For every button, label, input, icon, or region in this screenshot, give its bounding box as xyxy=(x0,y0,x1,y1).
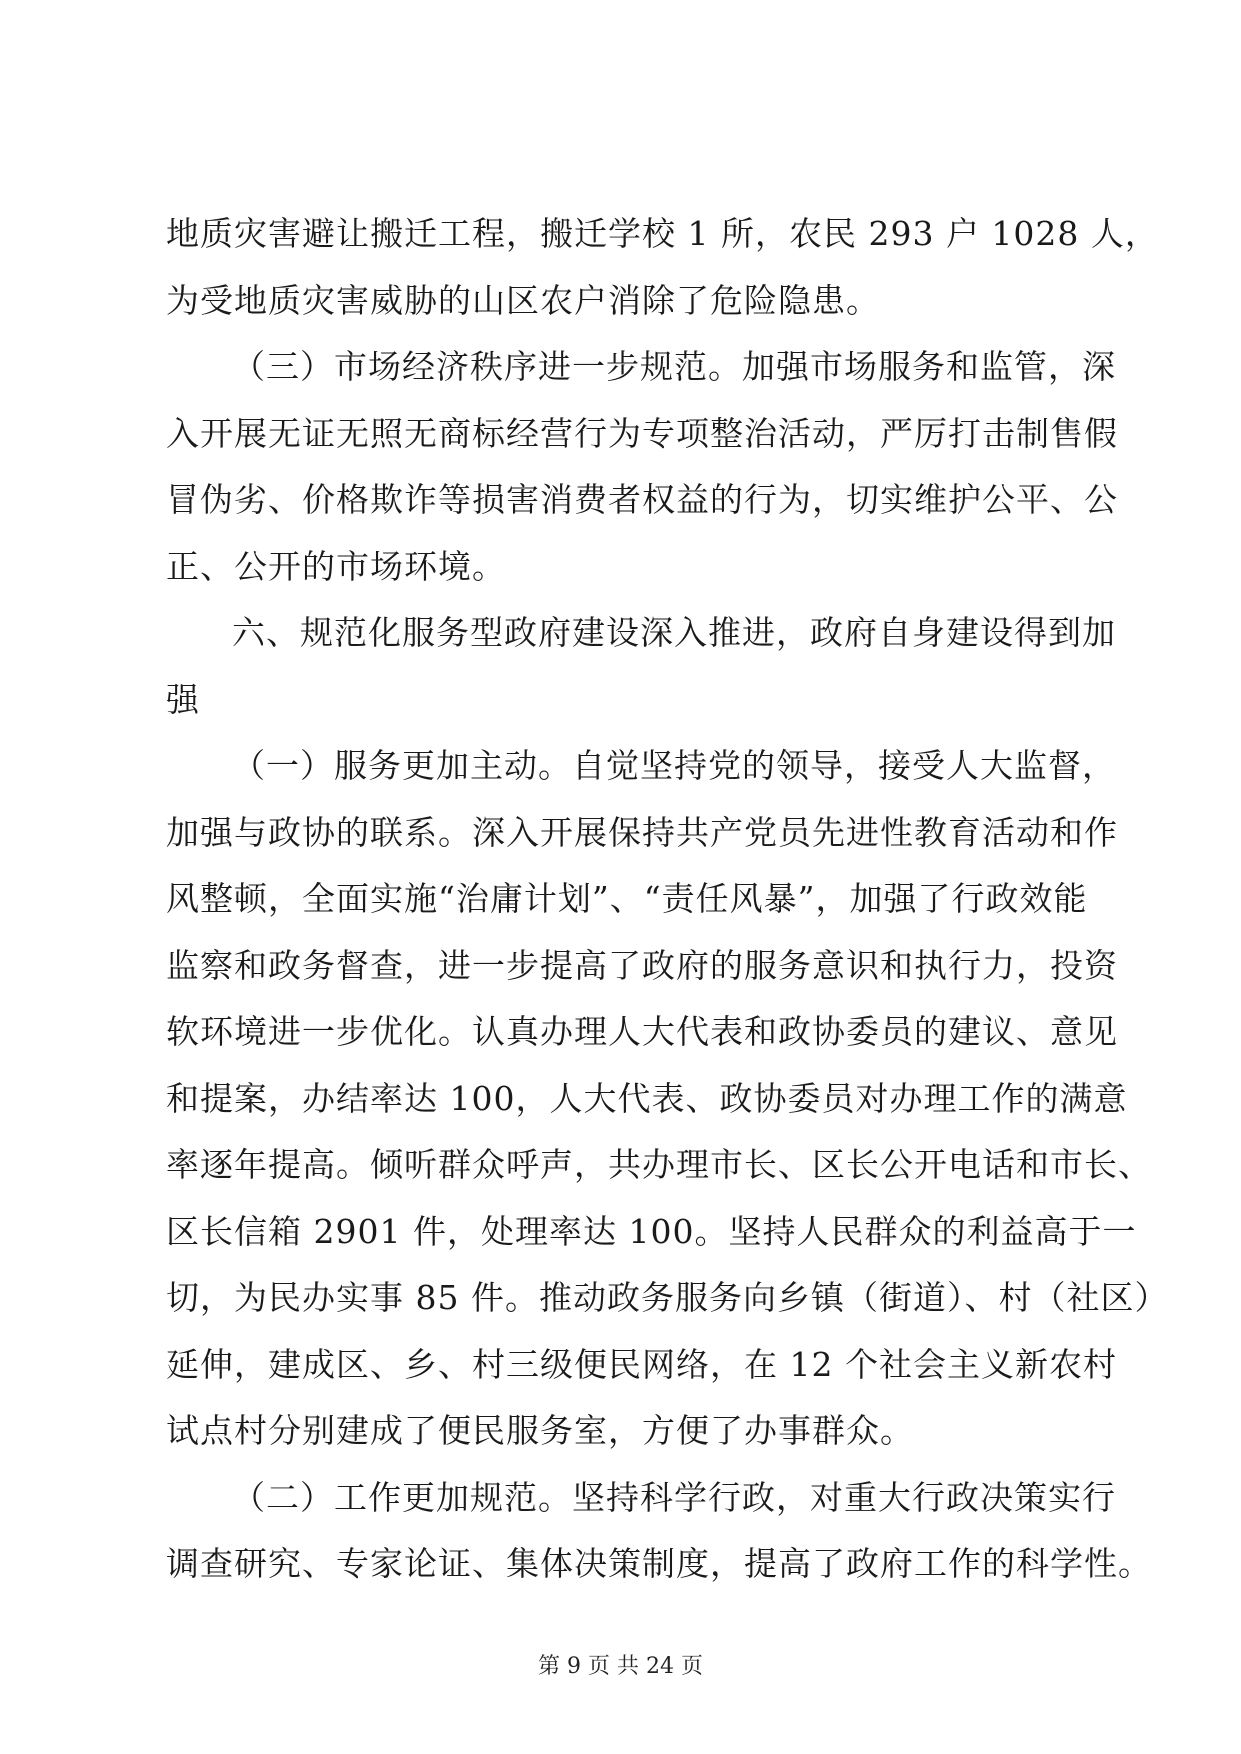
text-line: 延伸，建成区、乡、村三级便民网络，在 12 个社会主义新农村 xyxy=(166,1344,1117,1384)
text-line: 监察和政务督查，进一步提高了政府的服务意识和执行力，投资 xyxy=(166,945,1118,985)
text-line: 区长信箱 2901 件，处理率达 100。坚持人民群众的利益高于一 xyxy=(166,1211,1137,1251)
paragraph-heading-line: （三）市场经济秩序进一步规范。加强市场服务和监管，深 xyxy=(232,347,1116,386)
text-line: 风整顿，全面实施“治庸计划”、“责任风暴”，加强了行政效能 xyxy=(166,879,1088,918)
section-heading-line: 六、规范化服务型政府建设深入推进，政府自身建设得到加 xyxy=(232,613,1116,652)
text-line: 正、公开的市场环境。 xyxy=(166,546,506,586)
text-line: 冒伪劣、价格欺诈等损害消费者权益的行为，切实维护公平、公 xyxy=(166,480,1118,519)
text-line: 加强与政协的联系。深入开展保持共产党员先进性教育活动和作 xyxy=(166,812,1118,852)
page-number-footer: 第 9 页 共 24 页 xyxy=(538,1654,703,1679)
text-line: 率逐年提高。倾听群众呼声，共办理市长、区长公开电话和市长、 xyxy=(166,1145,1152,1184)
paragraph-heading-line: （一）服务更加主动。自觉坚持党的领导，接受人大监督， xyxy=(232,746,1116,785)
text-line: 和提案，办结率达 100，人大代表、政协委员对办理工作的满意 xyxy=(166,1078,1128,1118)
text-line: 切，为民办实事 85 件。推动政务服务向乡镇（街道）、村（社区） xyxy=(166,1278,1169,1317)
text-line: 调查研究、专家论证、集体决策制度，提高了政府工作的科学性。 xyxy=(166,1544,1152,1583)
text-line: 软环境进一步优化。认真办理人大代表和政协委员的建议、意见 xyxy=(166,1012,1118,1051)
section-heading-line: 强 xyxy=(166,679,200,719)
text-line: 为受地质灾害威胁的山区农户消除了危险隐患。 xyxy=(166,280,880,320)
text-line: 地质灾害避让搬迁工程，搬迁学校 1 所，农民 293 户 1028 人， xyxy=(166,214,1159,253)
text-line: 入开展无证无照无商标经营行为专项整治活动，严厉打击制售假 xyxy=(166,413,1118,453)
document-body xyxy=(166,201,1169,1598)
paragraph-heading-line: （二）工作更加规范。坚持科学行政，对重大行政决策实行 xyxy=(232,1477,1116,1517)
text-line: 试点村分别建成了便民服务室，方便了办事群众。 xyxy=(166,1411,914,1450)
